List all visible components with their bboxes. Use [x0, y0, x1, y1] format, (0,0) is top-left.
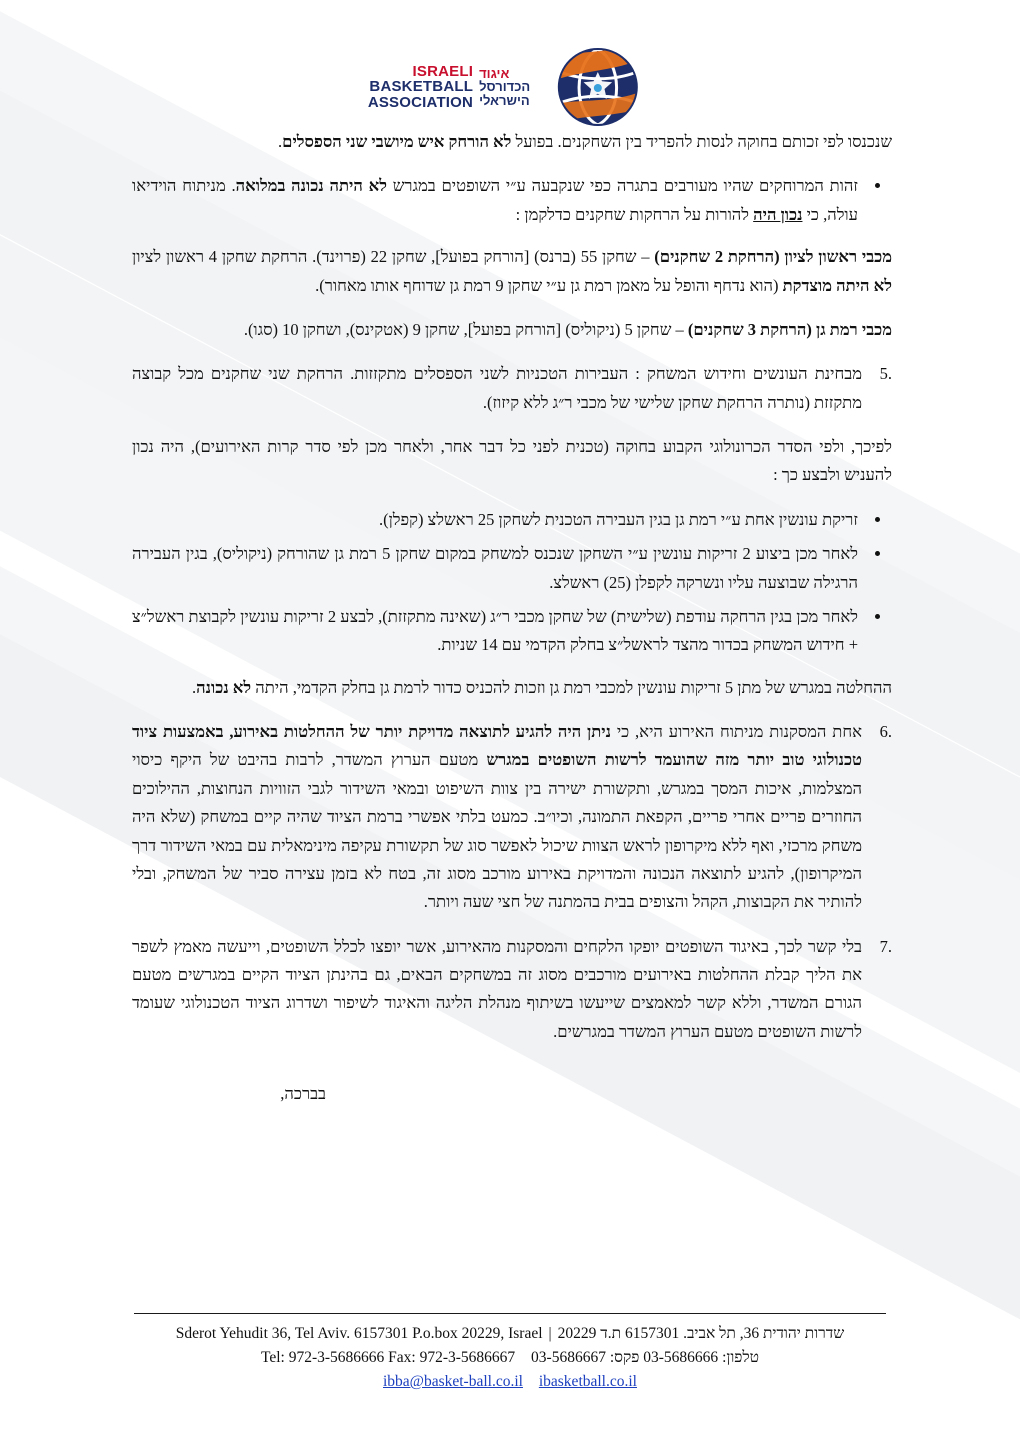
signoff-text: בברכה,	[280, 1084, 326, 1104]
footer-separator: |	[548, 1324, 552, 1342]
item5-text: מבחינת העונשים וחידוש המשחק : העבירות הטכניות לשני הספסלים מתקזזות. הרחקת שני שחקנים מכל קבוצה מתקזזת (נותרה הרחקת שחקן שלישי של מכבי ר״ג ללא קיזוז).	[132, 364, 862, 412]
list-item	[132, 506, 858, 534]
logo-line-association: ASSOCIATION	[367, 93, 474, 111]
item-number: .7	[879, 936, 892, 956]
basketball-icon	[544, 48, 652, 126]
team1-label: מכבי ראשון לציון (הרחקת 2 שחקנים)	[654, 247, 893, 267]
footer-phone-line	[0, 1346, 1020, 1370]
para-top-bold: לא הורחק איש מיושבי שני הספסלים	[282, 132, 512, 151]
team-rishon-paragraph	[132, 243, 892, 300]
paragraph-court-decision	[132, 674, 892, 702]
bullet1-bold1: לא היתה נכונה במלואה	[235, 176, 387, 196]
bullet1-part2: . מניתוח הוידיאו עולה, כי	[132, 176, 858, 224]
footer-address-en: Sderot Yehudit 36, Tel Aviv. 6157301 P.o.box 20229, Israel	[175, 1324, 543, 1342]
para-top-part3: .	[278, 132, 283, 151]
sub-bullet-2: לאחר מכן ביצוע 2 זריקות עונשין ע״י השחקן שנכנס למשחק במקום שחקן 5 רמת גן שהורחק (ניקוליס), בגין העבירה הרגילה שבוצעה עליו ונשרקה לקפלן (25) ראשלצ.	[132, 544, 858, 592]
team2-label: מכבי רמת גן (הרחקת 3 שחקנים)	[687, 319, 892, 339]
bullet1-bold2: נכון היה	[753, 204, 803, 224]
list-item	[132, 172, 858, 229]
letterhead	[0, 0, 1020, 128]
paragraph-continued	[132, 128, 892, 156]
logo-hebrew-text	[479, 67, 530, 108]
decision-bold: לא נכונה	[196, 677, 252, 697]
logo-line-basketball: BASKETBALL	[369, 78, 474, 96]
list-item	[132, 360, 892, 417]
item-number: .6	[879, 722, 892, 741]
item6-part2: מטעם הערוץ המשדר, לרבות בהיבט של היקף כיסוי המצלמות, איכות המסך במגרש, ותקשורת ישירה בין צוות השיפוט ובמאי השידור לגבי הזוויות הנחוצות, ההילוכים החוזרים פריים אחרי פריים, הקפאת התמונה, וכיו״ב. כמעט בלתי אפשרי ברמת הציוד שהיה קיים במשחק (שלא היה משחק מרכזי, ואף ללא מיקרופון לראש הצוות שיכול לאפשר סוג של תקשורת עקיפה מינימאלית עם במאי השידור דרך המיקרופון), להגיע לתוצאה הנכונה והמדויקת באירוע מורכב מסוג זה, בטח לא בזמן עצירה סביר של המשחק, ובלי להותיר את הקבוצות, הקהל והצופים בבית בהמתנה של חצי שעה ויותר.	[132, 750, 862, 912]
signoff-block	[132, 1080, 892, 1108]
bullet-list-penalties	[132, 506, 892, 660]
bullet-list-identity	[132, 172, 892, 229]
footer-separator-3	[523, 1370, 539, 1394]
sub-bullet-3: לאחר מכן בגין הרחקה עודפת (שלישית) של שחקן מכבי ר״ג (שאינה מתקזזת), לבצע 2 זריקות עונשין לקבוצת ראשל״צ + חידוש המשחק בכדור מהצד לראשל״צ בחלק הקדמי עם 14 שניות.	[132, 606, 858, 655]
team1-bold: לא היתה מוצדקת	[782, 275, 892, 295]
team1-text: – שחקן 55 (ברנס) [הורחק בפועל], שחקן 22 (פרוינד). הרחקת שחקן 4 ראשון לציון	[132, 247, 655, 267]
footer-contact-line	[0, 1370, 1020, 1394]
item6-part1: אחת המסקנות מניתוח האירוע היא, כי	[611, 722, 862, 741]
logo-line-hakaduresel: הכדורסל	[479, 79, 531, 95]
item-number: .5	[879, 364, 892, 384]
team-ramatgan-paragraph	[132, 316, 892, 344]
numbered-section-5	[132, 360, 892, 417]
logo-line-israeli: ISRAELI	[412, 63, 474, 81]
footer-address-he: שדרות יהודית 36, תל אביב. 6157301 ת.ד 20229	[557, 1324, 845, 1342]
bullet1-part1: זהות המרוחקים שהיו מעורבים בתגרה כפי שנקבעה ע״י השופטים במגרש	[386, 176, 858, 196]
footer-separator-2	[515, 1346, 531, 1370]
footer-divider	[134, 1313, 886, 1314]
sub-bullet-1: זריקת עונשין אחת ע״י רמת גן בגין העבירה הטכנית לשחקן 25 ראשלצ (קפלן).	[378, 509, 858, 529]
para-top-part1: שנכנסו לפי זכותם בחוקה לנסות להפריד בין השחקנים. בפועל	[511, 132, 892, 151]
email-link[interactable]: ibba@basket-ball.co.il	[383, 1372, 523, 1390]
list-item	[132, 603, 858, 660]
paragraph-chronological	[132, 433, 892, 490]
item6-bold: ניתן היה להגיע לתוצאה מדויקת יותר של ההחלטות באירוע, באמצעות ציוד טכנולוגי טוב יותר מזה שהועמד לרשות השופטים במגרש	[132, 722, 862, 770]
logo-line-igud: איגוד	[479, 65, 510, 81]
page-footer	[0, 1313, 1020, 1394]
decision-part1: ההחלטה במגרש של מתן 5 זריקות עונשין למכבי רמת גן וזכות להכניס כדור לרמת גן בחלק הקדמי, היתה	[251, 677, 892, 697]
footer-phones-he: טלפון: 03-5686666 פקס: 03-5686667	[531, 1348, 760, 1366]
para-after-5-text: לפיכך, ולפי הסדר הכרונולוגי הקבוע בחוקה (טכנית לפני כל דבר אחר, ולאחר מכן לפי סדר קרות האירועים), היה נכון להעניש ולבצע כך :	[132, 437, 892, 485]
logo-english-text	[368, 64, 473, 110]
item7-text: בלי קשר לכך, באיגוד השופטים יופקו הלקחים והמסקנות מהאירוע, אשר יופצו לכלל השופטים, וייעשה מאמץ לשפר את הליך קבלת ההחלטות באירועים מורכבים מסוג זה במשחקים הבאים, גם בהינתן הציוד הקיים במגרשים מטעם הגורם המשדר, וללא קשר למאמצים שייעשו בשיתוף מנהלת הליגה והאיגוד לשיפור ושדרוג הציוד הטכנולוגי שעומד לרשות השופטים מטעם הערוץ המשדר במגרשים.	[132, 936, 862, 1041]
bullet1-part3: להורות על הרחקות שחקנים כדלקמן :	[515, 204, 754, 224]
website-link[interactable]: ibasketball.co.il	[538, 1372, 637, 1390]
decision-part3: .	[192, 677, 197, 697]
numbered-section-6-7	[132, 718, 892, 1046]
list-item	[132, 718, 892, 917]
document-body	[0, 128, 1020, 1109]
list-item	[132, 540, 858, 597]
ibba-logo	[368, 48, 652, 126]
list-item	[132, 933, 892, 1047]
logo-line-haisraeli: הישראלי	[479, 92, 530, 108]
team1-text2: (הוא נדחף והופל על מאמן רמת גן ע״י שחקן 9 רמת גן שדוחף אותו מאחור).	[315, 275, 783, 295]
team2-text: – שחקן 5 (ניקוליס) [הורחק בפועל], שחקן 9 (אטקינס), ושחקן 10 (סגו).	[243, 319, 688, 339]
footer-phones-en: Tel: 972-3-5686666 Fax: 972-3-5686667	[260, 1348, 516, 1366]
footer-address-line	[0, 1322, 1020, 1346]
